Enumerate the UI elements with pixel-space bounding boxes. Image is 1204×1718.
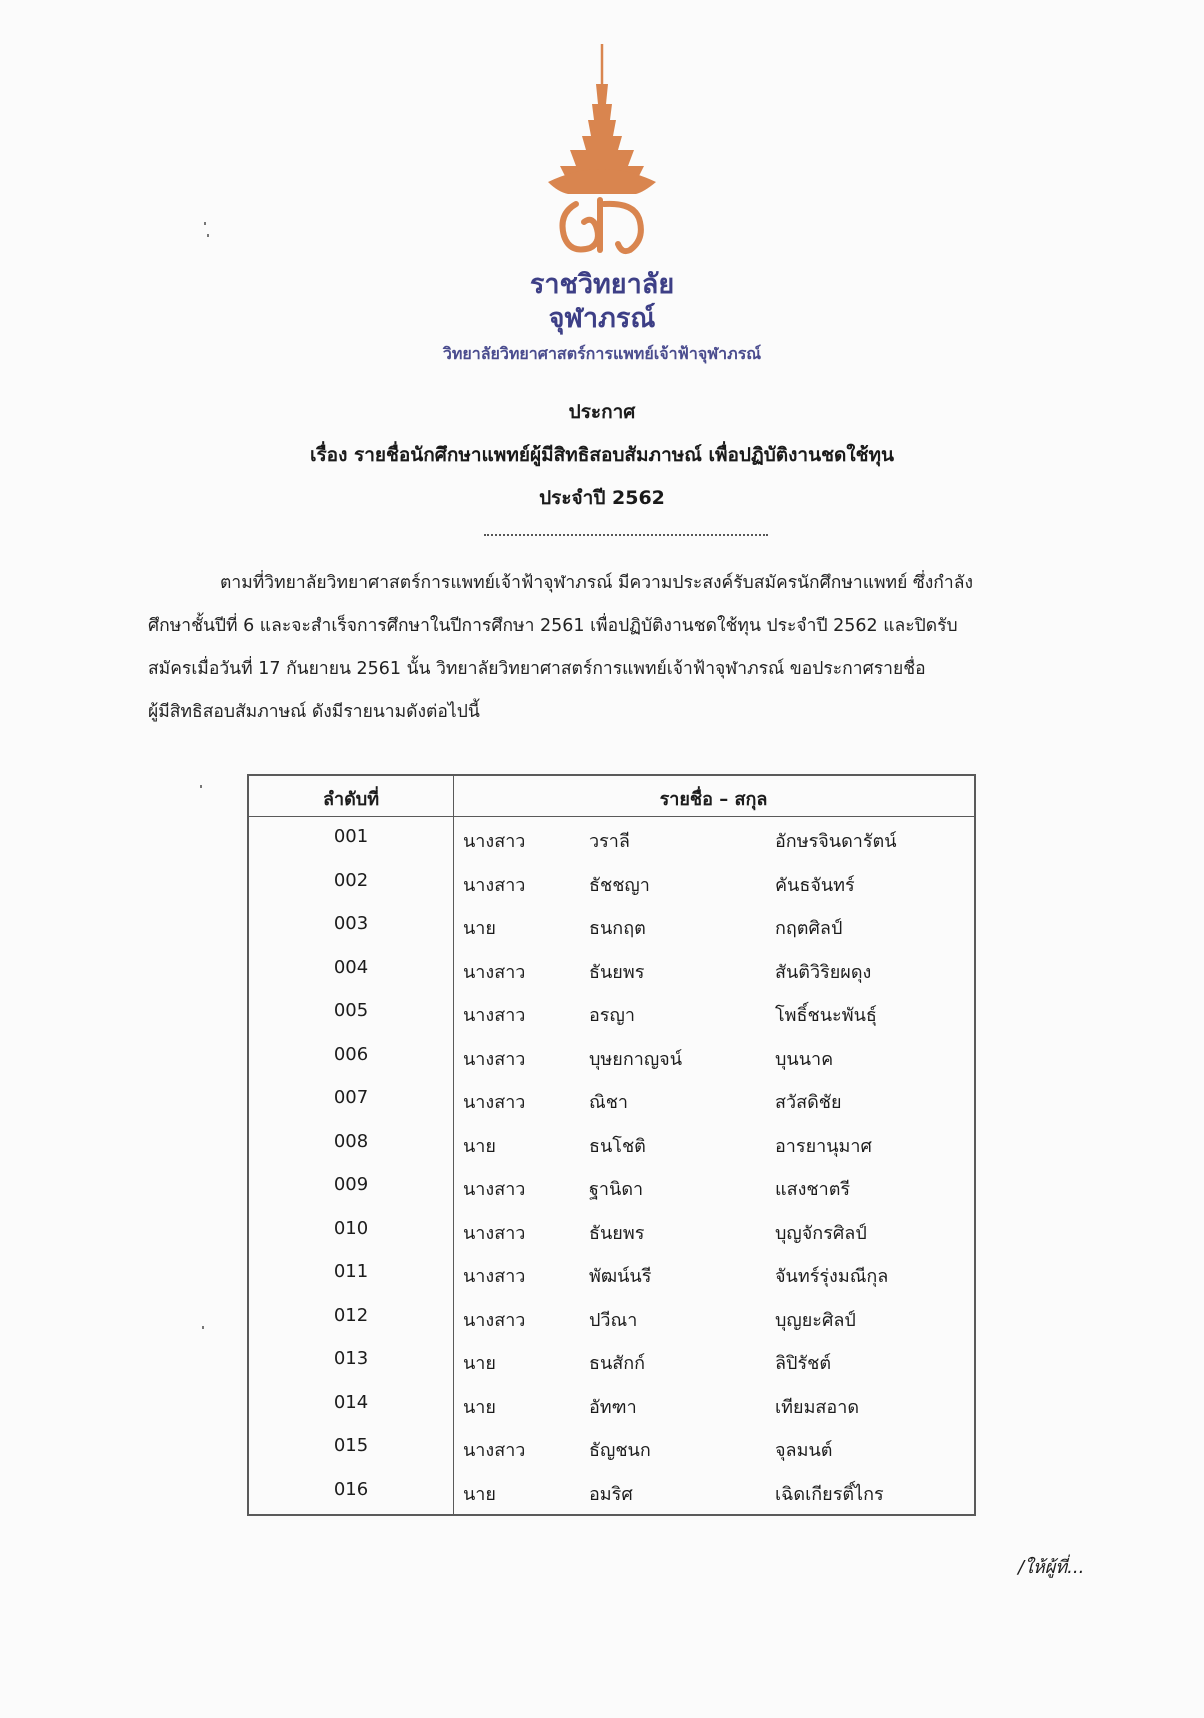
table-row xyxy=(249,1087,974,1129)
scan-speck xyxy=(202,1326,204,1329)
row-number: 015 xyxy=(333,1435,369,1456)
row-title: นางสาว xyxy=(463,1222,526,1244)
row-title: นางสาว xyxy=(463,831,526,852)
scan-speck xyxy=(200,785,202,788)
row-number: 013 xyxy=(333,1348,369,1369)
row-first-name: ธนกฤต xyxy=(589,918,646,939)
row-title: นางสาว xyxy=(463,1005,526,1026)
row-number: 010 xyxy=(333,1217,369,1239)
row-title: นางสาว xyxy=(463,874,526,896)
row-first-name: ธนสักก์ xyxy=(589,1353,646,1374)
row-first-name: ปวีณา xyxy=(589,1309,638,1331)
column-header-name: รายชื่อ – สกุล xyxy=(659,789,768,810)
row-number: 012 xyxy=(333,1304,369,1326)
row-last-name: คันธจันทร์ xyxy=(775,874,855,896)
row-first-name: ฐานิดา xyxy=(589,1179,644,1200)
row-first-name: ธัชชญา xyxy=(589,874,650,896)
row-first-name: อัทฑา xyxy=(589,1396,637,1418)
row-title: นางสาว xyxy=(463,1266,526,1287)
row-title: นางสาว xyxy=(463,1048,526,1070)
row-last-name: ลิปิรัชต์ xyxy=(775,1353,832,1374)
row-number: 001 xyxy=(333,826,369,847)
row-number: 014 xyxy=(333,1391,369,1413)
row-title: นาย xyxy=(463,1135,496,1157)
announcement-title: ประกาศ xyxy=(568,401,636,423)
row-last-name: เฉิดเกียรติ์ไกร xyxy=(775,1483,884,1505)
row-last-name: กฤตศิลป์ xyxy=(775,918,843,939)
table-row xyxy=(249,1479,974,1521)
row-number: 009 xyxy=(333,1174,369,1195)
table-row xyxy=(249,913,974,955)
table-row xyxy=(249,826,974,868)
row-title: นางสาว xyxy=(463,1092,526,1113)
row-last-name: จันทร์รุ่งมณีกุล xyxy=(775,1266,889,1287)
table-row xyxy=(249,1174,974,1216)
row-last-name: อักษรจินดารัตน์ xyxy=(775,831,897,852)
row-last-name: แสงชาตรี xyxy=(775,1179,851,1200)
row-title: นางสาว xyxy=(463,961,526,983)
row-title: นาย xyxy=(463,1396,496,1418)
scan-speck xyxy=(204,222,206,225)
row-first-name: ธันยพร xyxy=(589,961,645,983)
row-title: นาย xyxy=(463,1353,496,1374)
row-number: 011 xyxy=(333,1261,369,1282)
continuation-note: /ให้ผู้ที่... xyxy=(1018,1557,1085,1578)
row-number: 007 xyxy=(333,1087,369,1108)
row-number: 005 xyxy=(333,1000,369,1021)
dotted-divider xyxy=(484,534,768,536)
row-title: นาย xyxy=(463,1483,496,1505)
row-number: 008 xyxy=(333,1130,369,1152)
row-number: 016 xyxy=(333,1478,369,1500)
row-last-name: อารยานุมาศ xyxy=(775,1135,872,1157)
row-first-name: พัฒน์นรี xyxy=(589,1266,652,1287)
row-last-name: โพธิ์ชนะพันธุ์ xyxy=(775,1005,877,1026)
candidate-table xyxy=(247,774,976,1516)
row-first-name: อมริศ xyxy=(589,1483,633,1505)
body-line-4: ผู้มีสิทธิสอบสัมภาษณ์ ดังมีรายนามดังต่อไปนี้ xyxy=(148,702,480,722)
table-row xyxy=(249,870,974,912)
row-first-name: ธัญชนก xyxy=(589,1440,651,1461)
column-header-number: ลำดับที่ xyxy=(322,789,380,810)
row-last-name: จุลมนต์ xyxy=(775,1440,833,1461)
row-title: นาย xyxy=(463,918,496,939)
table-row xyxy=(249,1305,974,1347)
table-row xyxy=(249,1218,974,1260)
row-last-name: บุญจักรศิลป์ xyxy=(775,1222,867,1244)
announcement-year: ประจำปี 2562 xyxy=(539,487,665,509)
row-last-name: เทียมสอาด xyxy=(775,1396,860,1418)
row-number: 006 xyxy=(333,1043,369,1065)
table-row xyxy=(249,1348,974,1390)
row-first-name: อรญา xyxy=(589,1005,635,1026)
row-number: 003 xyxy=(333,913,369,934)
body-line-3: สมัครเมื่อวันที่ 17 กันยายน 2561 นั้น วิทยาลัยวิทยาศาสตร์การแพทย์เจ้าฟ้าจุฬาภรณ์ ขอประกาศรายชื่อ xyxy=(148,659,926,679)
table-row xyxy=(249,957,974,999)
org-name-line2: จุฬาภรณ์ xyxy=(548,303,656,334)
row-last-name: สันติวิริยผดุง xyxy=(775,961,872,983)
row-title: นางสาว xyxy=(463,1179,526,1200)
row-number: 002 xyxy=(333,869,369,891)
table-row xyxy=(249,1000,974,1042)
body-line-2: ศึกษาชั้นปีที่ 6 และจะสำเร็จการศึกษาในปีการศึกษา 2561 เพื่อปฏิบัติงานชดใช้ทุน ประจำปี 2562 และปิดรับ xyxy=(148,616,958,636)
row-first-name: วราลี xyxy=(589,831,630,852)
table-row xyxy=(249,1392,974,1434)
body-line-1: ตามที่วิทยาลัยวิทยาศาสตร์การแพทย์เจ้าฟ้าจุฬาภรณ์ มีความประสงค์รับสมัครนักศึกษาแพทย์ ซึ่งกำลัง xyxy=(220,573,973,593)
table-row xyxy=(249,1261,974,1303)
row-first-name: ธนโชติ xyxy=(589,1135,646,1157)
row-first-name: ณิชา xyxy=(589,1092,629,1113)
row-number: 004 xyxy=(333,956,369,978)
row-title: นางสาว xyxy=(463,1440,526,1461)
college-emblem-logo xyxy=(540,44,664,264)
row-first-name: บุษยกาญจน์ xyxy=(589,1048,683,1070)
table-row xyxy=(249,1131,974,1173)
announcement-subject: เรื่อง รายชื่อนักศึกษาแพทย์ผู้มีสิทธิสอบสัมภาษณ์ เพื่อปฏิบัติงานชดใช้ทุน xyxy=(309,444,895,466)
row-title: นางสาว xyxy=(463,1309,526,1331)
row-last-name: บุญยะศิลป์ xyxy=(775,1309,856,1331)
row-first-name: ธันยพร xyxy=(589,1222,645,1244)
row-last-name: บุนนาค xyxy=(775,1048,834,1070)
row-last-name: สวัสดิชัย xyxy=(775,1092,842,1113)
org-name-line1: ราชวิทยาลัย xyxy=(529,269,675,300)
table-row xyxy=(249,1044,974,1086)
table-row xyxy=(249,1435,974,1477)
scan-speck xyxy=(207,234,209,237)
header-divider xyxy=(249,816,974,817)
org-subtitle: วิทยาลัยวิทยาศาสตร์การแพทย์เจ้าฟ้าจุฬาภรณ์ xyxy=(442,344,762,363)
